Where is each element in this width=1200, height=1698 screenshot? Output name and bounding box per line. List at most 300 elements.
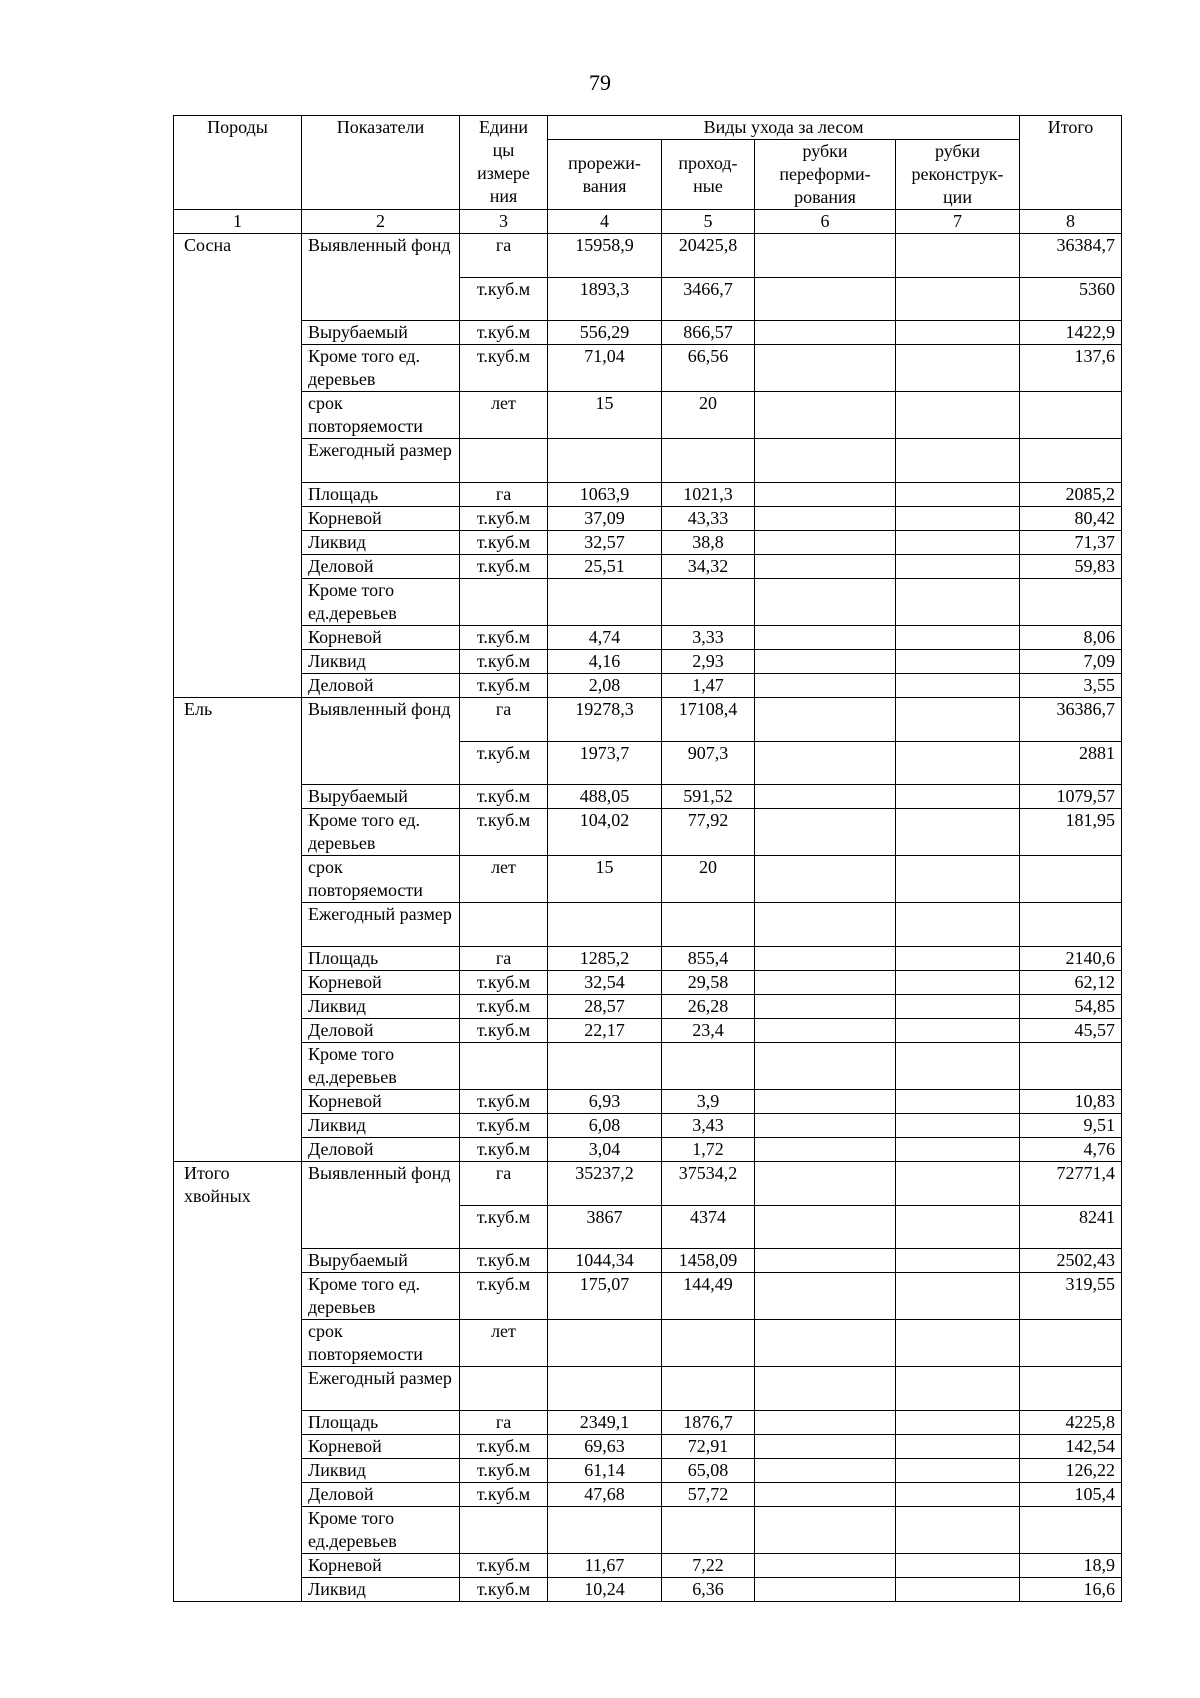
indicator-cell: Кроме того ед.деревьев xyxy=(302,1043,460,1090)
forest-care-table xyxy=(173,115,1122,1602)
indicator-cell: Ликвид xyxy=(302,1114,460,1138)
indicator-cell: Кроме того ед. деревьев xyxy=(302,345,460,392)
value-cell-c4 xyxy=(548,1043,662,1090)
empty-cell-c6 xyxy=(755,809,896,856)
breed-cell: Итого хвойных xyxy=(174,1162,302,1602)
table-row xyxy=(174,392,1122,439)
table-row xyxy=(174,579,1122,626)
total-cell xyxy=(1020,903,1122,947)
table-row xyxy=(174,439,1122,483)
indicator-cell: Деловой xyxy=(302,1483,460,1507)
empty-cell-c7 xyxy=(896,1320,1020,1367)
total-cell xyxy=(1020,439,1122,483)
value-cell-c5: 3,33 xyxy=(662,626,755,650)
total-cell: 4225,8 xyxy=(1020,1411,1122,1435)
header-units: Едини цы измере ния xyxy=(460,116,548,210)
table-row xyxy=(174,321,1122,345)
value-cell-c5: 855,4 xyxy=(662,947,755,971)
total-cell: 18,9 xyxy=(1020,1554,1122,1578)
header-reform: рубки переформи- рования xyxy=(755,140,896,210)
empty-cell-c6 xyxy=(755,742,896,785)
value-cell-c4: 6,08 xyxy=(548,1114,662,1138)
table-row xyxy=(174,1459,1122,1483)
table-row xyxy=(174,1554,1122,1578)
unit-cell: т.куб.м xyxy=(460,321,548,345)
empty-cell-c7 xyxy=(896,1578,1020,1602)
table-row xyxy=(174,1019,1122,1043)
table-row xyxy=(174,555,1122,579)
header-thinning: прорежи- вания xyxy=(548,140,662,210)
table-row xyxy=(174,1162,1122,1206)
total-cell: 80,42 xyxy=(1020,507,1122,531)
value-cell-c4: 4,16 xyxy=(548,650,662,674)
empty-cell-c7 xyxy=(896,856,1020,903)
table-row xyxy=(174,903,1122,947)
column-number: 1 xyxy=(174,210,302,234)
empty-cell-c6 xyxy=(755,1578,896,1602)
value-cell-c5: 38,8 xyxy=(662,531,755,555)
total-cell: 126,22 xyxy=(1020,1459,1122,1483)
value-cell-c5 xyxy=(662,1507,755,1554)
value-cell-c5: 34,32 xyxy=(662,555,755,579)
table-row xyxy=(174,1138,1122,1162)
value-cell-c4: 61,14 xyxy=(548,1459,662,1483)
value-cell-c4: 10,24 xyxy=(548,1578,662,1602)
empty-cell-c7 xyxy=(896,234,1020,278)
empty-cell-c7 xyxy=(896,698,1020,742)
table-row xyxy=(174,1273,1122,1320)
unit-cell: т.куб.м xyxy=(460,1090,548,1114)
indicator-cell: Площадь xyxy=(302,1411,460,1435)
empty-cell-c6 xyxy=(755,971,896,995)
empty-cell-c6 xyxy=(755,579,896,626)
unit-cell: т.куб.м xyxy=(460,1249,548,1273)
value-cell-c5: 3,9 xyxy=(662,1090,755,1114)
empty-cell-c7 xyxy=(896,1554,1020,1578)
table-row xyxy=(174,483,1122,507)
unit-cell: т.куб.м xyxy=(460,1578,548,1602)
total-cell: 2881 xyxy=(1020,742,1122,785)
empty-cell-c6 xyxy=(755,1320,896,1367)
value-cell-c5: 20 xyxy=(662,856,755,903)
empty-cell-c6 xyxy=(755,903,896,947)
empty-cell-c6 xyxy=(755,1273,896,1320)
total-cell xyxy=(1020,1367,1122,1411)
total-cell xyxy=(1020,856,1122,903)
empty-cell-c6 xyxy=(755,1114,896,1138)
unit-cell: т.куб.м xyxy=(460,674,548,698)
empty-cell-c7 xyxy=(896,1459,1020,1483)
total-cell: 8241 xyxy=(1020,1206,1122,1249)
empty-cell-c7 xyxy=(896,1507,1020,1554)
value-cell-c5: 4374 xyxy=(662,1206,755,1249)
value-cell-c5: 3466,7 xyxy=(662,278,755,321)
empty-cell-c7 xyxy=(896,947,1020,971)
unit-cell: т.куб.м xyxy=(460,742,548,785)
total-cell: 181,95 xyxy=(1020,809,1122,856)
unit-cell: т.куб.м xyxy=(460,626,548,650)
empty-cell-c7 xyxy=(896,531,1020,555)
empty-cell-c7 xyxy=(896,626,1020,650)
empty-cell-c7 xyxy=(896,650,1020,674)
value-cell-c4: 11,67 xyxy=(548,1554,662,1578)
table-row xyxy=(174,626,1122,650)
column-number: 2 xyxy=(302,210,460,234)
empty-cell-c6 xyxy=(755,507,896,531)
value-cell-c4: 15 xyxy=(548,856,662,903)
indicator-cell: Выявленный фонд xyxy=(302,698,460,785)
table-row xyxy=(174,947,1122,971)
table-row xyxy=(174,698,1122,742)
unit-cell: т.куб.м xyxy=(460,995,548,1019)
value-cell-c4: 37,09 xyxy=(548,507,662,531)
value-cell-c5: 866,57 xyxy=(662,321,755,345)
empty-cell-c7 xyxy=(896,1435,1020,1459)
empty-cell-c6 xyxy=(755,785,896,809)
value-cell-c4: 1285,2 xyxy=(548,947,662,971)
unit-cell: га xyxy=(460,234,548,278)
empty-cell-c6 xyxy=(755,1162,896,1206)
empty-cell-c7 xyxy=(896,278,1020,321)
value-cell-c5: 17108,4 xyxy=(662,698,755,742)
table-row xyxy=(174,507,1122,531)
value-cell-c4: 25,51 xyxy=(548,555,662,579)
value-cell-c5 xyxy=(662,439,755,483)
unit-cell: т.куб.м xyxy=(460,1273,548,1320)
empty-cell-c7 xyxy=(896,903,1020,947)
unit-cell: т.куб.м xyxy=(460,1019,548,1043)
empty-cell-c7 xyxy=(896,1138,1020,1162)
value-cell-c4: 2349,1 xyxy=(548,1411,662,1435)
total-cell: 5360 xyxy=(1020,278,1122,321)
empty-cell-c7 xyxy=(896,674,1020,698)
empty-cell-c7 xyxy=(896,742,1020,785)
value-cell-c5: 1021,3 xyxy=(662,483,755,507)
header-total: Итого xyxy=(1020,116,1122,210)
table-row xyxy=(174,856,1122,903)
empty-cell-c7 xyxy=(896,345,1020,392)
table-row xyxy=(174,234,1122,278)
empty-cell-c6 xyxy=(755,531,896,555)
table-row xyxy=(174,1090,1122,1114)
total-cell: 319,55 xyxy=(1020,1273,1122,1320)
indicator-cell: Ликвид xyxy=(302,995,460,1019)
value-cell-c4: 104,02 xyxy=(548,809,662,856)
total-cell: 1079,57 xyxy=(1020,785,1122,809)
header-passage: проход- ные xyxy=(662,140,755,210)
unit-cell: т.куб.м xyxy=(460,1483,548,1507)
table-row xyxy=(174,1114,1122,1138)
table-row xyxy=(174,785,1122,809)
indicator-cell: Ликвид xyxy=(302,650,460,674)
value-cell-c4: 1063,9 xyxy=(548,483,662,507)
value-cell-c5: 57,72 xyxy=(662,1483,755,1507)
empty-cell-c7 xyxy=(896,971,1020,995)
unit-cell: т.куб.м xyxy=(460,1435,548,1459)
value-cell-c5 xyxy=(662,1367,755,1411)
table-row xyxy=(174,674,1122,698)
value-cell-c4 xyxy=(548,1367,662,1411)
empty-cell-c7 xyxy=(896,1249,1020,1273)
unit-cell xyxy=(460,903,548,947)
empty-cell-c7 xyxy=(896,579,1020,626)
unit-cell: га xyxy=(460,1162,548,1206)
indicator-cell: Ликвид xyxy=(302,1578,460,1602)
empty-cell-c6 xyxy=(755,439,896,483)
table-row xyxy=(174,1435,1122,1459)
total-cell xyxy=(1020,392,1122,439)
unit-cell: т.куб.м xyxy=(460,971,548,995)
empty-cell-c6 xyxy=(755,1459,896,1483)
indicator-cell: Ежегодный размер xyxy=(302,1367,460,1411)
header-indicators: Показатели xyxy=(302,116,460,210)
value-cell-c5 xyxy=(662,903,755,947)
table-row xyxy=(174,1507,1122,1554)
indicator-cell: Вырубаемый xyxy=(302,785,460,809)
empty-cell-c7 xyxy=(896,1411,1020,1435)
unit-cell xyxy=(460,579,548,626)
value-cell-c5: 37534,2 xyxy=(662,1162,755,1206)
total-cell: 62,12 xyxy=(1020,971,1122,995)
value-cell-c4: 28,57 xyxy=(548,995,662,1019)
column-number: 8 xyxy=(1020,210,1122,234)
value-cell-c5: 1,72 xyxy=(662,1138,755,1162)
unit-cell: лет xyxy=(460,856,548,903)
empty-cell-c6 xyxy=(755,856,896,903)
value-cell-c5: 43,33 xyxy=(662,507,755,531)
table-row xyxy=(174,971,1122,995)
header-breeds: Породы xyxy=(174,116,302,210)
empty-cell-c6 xyxy=(755,1206,896,1249)
indicator-cell: Выявленный фонд xyxy=(302,1162,460,1249)
value-cell-c4: 1044,34 xyxy=(548,1249,662,1273)
value-cell-c4: 3,04 xyxy=(548,1138,662,1162)
indicator-cell: Ежегодный размер xyxy=(302,903,460,947)
empty-cell-c7 xyxy=(896,1483,1020,1507)
total-cell: 137,6 xyxy=(1020,345,1122,392)
total-cell xyxy=(1020,1043,1122,1090)
table-row xyxy=(174,1249,1122,1273)
total-cell: 2085,2 xyxy=(1020,483,1122,507)
column-number: 5 xyxy=(662,210,755,234)
value-cell-c5: 77,92 xyxy=(662,809,755,856)
unit-cell: т.куб.м xyxy=(460,785,548,809)
empty-cell-c7 xyxy=(896,1367,1020,1411)
unit-cell: т.куб.м xyxy=(460,1114,548,1138)
total-cell xyxy=(1020,1507,1122,1554)
value-cell-c4: 15 xyxy=(548,392,662,439)
column-number: 4 xyxy=(548,210,662,234)
table-row xyxy=(174,345,1122,392)
total-cell: 71,37 xyxy=(1020,531,1122,555)
empty-cell-c7 xyxy=(896,1206,1020,1249)
indicator-cell: Кроме того ед. деревьев xyxy=(302,1273,460,1320)
value-cell-c5: 144,49 xyxy=(662,1273,755,1320)
indicator-cell: Вырубаемый xyxy=(302,321,460,345)
value-cell-c5 xyxy=(662,1043,755,1090)
total-cell: 16,6 xyxy=(1020,1578,1122,1602)
unit-cell: га xyxy=(460,947,548,971)
indicator-cell: Корневой xyxy=(302,1435,460,1459)
unit-cell: т.куб.м xyxy=(460,531,548,555)
empty-cell-c6 xyxy=(755,321,896,345)
total-cell: 72771,4 xyxy=(1020,1162,1122,1206)
table-row xyxy=(174,1411,1122,1435)
value-cell-c4: 15958,9 xyxy=(548,234,662,278)
unit-cell: т.куб.м xyxy=(460,555,548,579)
unit-cell: т.куб.м xyxy=(460,809,548,856)
indicator-cell: срок повторяемости xyxy=(302,392,460,439)
value-cell-c4 xyxy=(548,1320,662,1367)
table-row xyxy=(174,1578,1122,1602)
total-cell: 2140,6 xyxy=(1020,947,1122,971)
value-cell-c5: 29,58 xyxy=(662,971,755,995)
empty-cell-c6 xyxy=(755,650,896,674)
total-cell: 10,83 xyxy=(1020,1090,1122,1114)
value-cell-c5: 1876,7 xyxy=(662,1411,755,1435)
value-cell-c4: 4,74 xyxy=(548,626,662,650)
empty-cell-c6 xyxy=(755,1507,896,1554)
value-cell-c4: 2,08 xyxy=(548,674,662,698)
empty-cell-c6 xyxy=(755,345,896,392)
empty-cell-c6 xyxy=(755,1043,896,1090)
empty-cell-c7 xyxy=(896,507,1020,531)
indicator-cell: Деловой xyxy=(302,1019,460,1043)
value-cell-c4: 19278,3 xyxy=(548,698,662,742)
empty-cell-c7 xyxy=(896,321,1020,345)
indicator-cell: Деловой xyxy=(302,1138,460,1162)
empty-cell-c6 xyxy=(755,995,896,1019)
unit-cell: т.куб.м xyxy=(460,1206,548,1249)
empty-cell-c7 xyxy=(896,555,1020,579)
unit-cell: га xyxy=(460,698,548,742)
indicator-cell: Площадь xyxy=(302,483,460,507)
empty-cell-c6 xyxy=(755,1090,896,1114)
total-cell xyxy=(1020,579,1122,626)
empty-cell-c7 xyxy=(896,392,1020,439)
empty-cell-c7 xyxy=(896,483,1020,507)
empty-cell-c7 xyxy=(896,809,1020,856)
indicator-cell: Площадь xyxy=(302,947,460,971)
indicator-cell: срок повторяемости xyxy=(302,1320,460,1367)
value-cell-c4 xyxy=(548,579,662,626)
empty-cell-c6 xyxy=(755,1249,896,1273)
value-cell-c5 xyxy=(662,579,755,626)
indicator-cell: Деловой xyxy=(302,674,460,698)
empty-cell-c6 xyxy=(755,278,896,321)
empty-cell-c6 xyxy=(755,1554,896,1578)
value-cell-c5: 1458,09 xyxy=(662,1249,755,1273)
value-cell-c5: 907,3 xyxy=(662,742,755,785)
header-care-types: Виды ухода за лесом xyxy=(548,116,1020,140)
unit-cell: лет xyxy=(460,392,548,439)
indicator-cell: Кроме того ед.деревьев xyxy=(302,1507,460,1554)
empty-cell-c6 xyxy=(755,947,896,971)
total-cell: 54,85 xyxy=(1020,995,1122,1019)
value-cell-c4: 22,17 xyxy=(548,1019,662,1043)
unit-cell: т.куб.м xyxy=(460,278,548,321)
empty-cell-c6 xyxy=(755,1411,896,1435)
unit-cell: т.куб.м xyxy=(460,507,548,531)
total-cell: 2502,43 xyxy=(1020,1249,1122,1273)
empty-cell-c6 xyxy=(755,483,896,507)
table-row xyxy=(174,1043,1122,1090)
indicator-cell: Кроме того ед.деревьев xyxy=(302,579,460,626)
indicator-cell: Кроме того ед. деревьев xyxy=(302,809,460,856)
value-cell-c4: 47,68 xyxy=(548,1483,662,1507)
empty-cell-c7 xyxy=(896,995,1020,1019)
unit-cell xyxy=(460,1367,548,1411)
table-body xyxy=(174,234,1122,1602)
empty-cell-c6 xyxy=(755,392,896,439)
total-cell: 1422,9 xyxy=(1020,321,1122,345)
value-cell-c5: 1,47 xyxy=(662,674,755,698)
table-header xyxy=(174,116,1122,234)
value-cell-c4: 1893,3 xyxy=(548,278,662,321)
unit-cell: га xyxy=(460,483,548,507)
unit-cell: лет xyxy=(460,1320,548,1367)
table-row xyxy=(174,809,1122,856)
empty-cell-c7 xyxy=(896,1162,1020,1206)
value-cell-c4: 6,93 xyxy=(548,1090,662,1114)
indicator-cell: Вырубаемый xyxy=(302,1249,460,1273)
value-cell-c4: 175,07 xyxy=(548,1273,662,1320)
value-cell-c4: 35237,2 xyxy=(548,1162,662,1206)
table-row xyxy=(174,531,1122,555)
value-cell-c4 xyxy=(548,903,662,947)
value-cell-c5: 2,93 xyxy=(662,650,755,674)
total-cell: 4,76 xyxy=(1020,1138,1122,1162)
breed-cell: Ель xyxy=(174,698,302,1162)
total-cell: 36386,7 xyxy=(1020,698,1122,742)
unit-cell: т.куб.м xyxy=(460,345,548,392)
total-cell: 36384,7 xyxy=(1020,234,1122,278)
value-cell-c5: 6,36 xyxy=(662,1578,755,1602)
empty-cell-c7 xyxy=(896,1043,1020,1090)
unit-cell: т.куб.м xyxy=(460,1459,548,1483)
unit-cell xyxy=(460,1043,548,1090)
indicator-cell: Ликвид xyxy=(302,1459,460,1483)
value-cell-c5: 20 xyxy=(662,392,755,439)
indicator-cell: срок повторяемости xyxy=(302,856,460,903)
empty-cell-c6 xyxy=(755,1435,896,1459)
total-cell: 105,4 xyxy=(1020,1483,1122,1507)
value-cell-c4 xyxy=(548,1507,662,1554)
indicator-cell: Ежегодный размер xyxy=(302,439,460,483)
total-cell: 142,54 xyxy=(1020,1435,1122,1459)
empty-cell-c7 xyxy=(896,785,1020,809)
empty-cell-c7 xyxy=(896,1019,1020,1043)
total-cell xyxy=(1020,1320,1122,1367)
value-cell-c4: 32,54 xyxy=(548,971,662,995)
column-number: 3 xyxy=(460,210,548,234)
indicator-cell: Корневой xyxy=(302,971,460,995)
indicator-cell: Корневой xyxy=(302,507,460,531)
unit-cell: т.куб.м xyxy=(460,1554,548,1578)
unit-cell: т.куб.м xyxy=(460,650,548,674)
table-row xyxy=(174,995,1122,1019)
indicator-cell: Выявленный фонд xyxy=(302,234,460,321)
empty-cell-c7 xyxy=(896,439,1020,483)
table-row xyxy=(174,1367,1122,1411)
empty-cell-c6 xyxy=(755,1367,896,1411)
unit-cell: га xyxy=(460,1411,548,1435)
indicator-cell: Ликвид xyxy=(302,531,460,555)
total-cell: 7,09 xyxy=(1020,650,1122,674)
value-cell-c5: 23,4 xyxy=(662,1019,755,1043)
empty-cell-c6 xyxy=(755,626,896,650)
unit-cell xyxy=(460,439,548,483)
